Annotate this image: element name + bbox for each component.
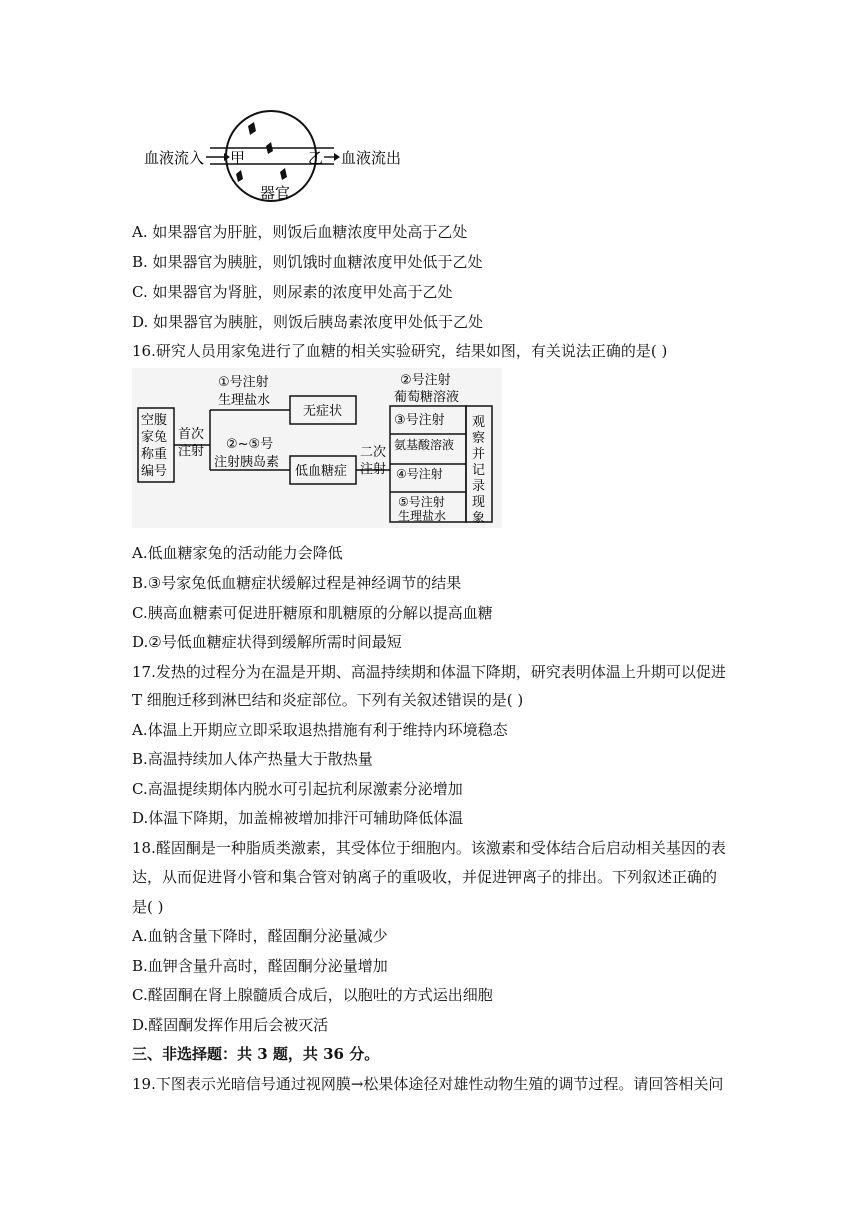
q18-stem-line-3: 是( ) — [132, 898, 164, 916]
r2-top: ②号注射 — [400, 373, 451, 388]
observe-4: 记 — [472, 463, 486, 478]
no-symptom-label: 无症状 — [303, 404, 343, 419]
q17-option-b: B.高温持续加人体产热量大于散热量 — [132, 750, 373, 768]
first-inject-1: 首次 — [178, 427, 205, 442]
observe-5: 录 — [472, 479, 486, 494]
q15-option-d: D. 如果器官为胰脏，则饭后胰岛素浓度甲处低于乙处 — [132, 313, 484, 331]
rabbit-experiment-flowchart — [132, 368, 502, 528]
observe-1: 观 — [472, 415, 486, 430]
q17-option-c: C.高温提续期体内脱水可引起抗利尿激素分泌增加 — [132, 780, 463, 798]
second-inject-2: 注射 — [360, 462, 387, 477]
q18-option-c: C.醛固酮在肾上腺髓质合成后，以胞吐的方式运出细胞 — [132, 986, 493, 1004]
cell-mark-4 — [236, 170, 243, 182]
q17-stem-line-2: T 细胞迁移到淋巴结和炎症部位。下列有关叙述错误的是( ) — [132, 691, 524, 709]
observe-6: 现 — [472, 495, 486, 510]
r4-heading: ④号注射 — [396, 467, 443, 481]
observe-2: 察 — [472, 431, 486, 446]
q16-option-a: A.低血糖家兔的活动能力会降低 — [132, 544, 343, 562]
point-b-label: 乙 — [308, 149, 324, 167]
q17-stem-line-1: 17.发热的过程分为在温是开期、高温持续期和体温下降期，研究表明体温上升期可以促进 — [132, 663, 726, 681]
cell-mark-2 — [266, 142, 273, 154]
cell-mark-1 — [248, 122, 256, 135]
q18-stem-line-1: 18.醛固酮是一种脂质类激素，其受体位于细胞内。该激素和受体结合后启动相关基因的表 — [132, 839, 726, 857]
q16-option-d: D.②号低血糖症状得到缓解所需时间最短 — [132, 633, 402, 651]
observe-7: 象 — [472, 511, 486, 526]
r2-bottom: 葡萄糖溶液 — [394, 390, 460, 405]
q16-option-c: C.胰高血糖素可促进肝糖原和肌糖原的分解以提高血糖 — [132, 604, 493, 622]
start-line-3: 称重 — [141, 447, 168, 462]
observe-3: 并 — [472, 447, 486, 462]
q15-option-c: C. 如果器官为肾脏，则尿素的浓度甲处高于乙处 — [132, 283, 453, 301]
hypo-label: 低血糖症 — [295, 464, 348, 479]
flowchart-svg — [132, 368, 502, 528]
q18-option-d: D.醛固酮发挥作用后会被灭活 — [132, 1016, 329, 1034]
q17-option-d: D.体温下降期，加盖棉被增加排汗可辅助降低体温 — [132, 809, 464, 827]
organ-label: 器官 — [260, 184, 291, 202]
outflow-label: 血液流出 — [341, 149, 402, 167]
second-inject-1: 二次 — [360, 445, 387, 460]
start-line-4: 编号 — [141, 464, 168, 479]
q16-option-b: B.③号家兔低血糖症状缓解过程是神经调节的结果 — [132, 574, 462, 592]
r5-top: ⑤号注射 — [398, 495, 445, 509]
q18-stem-line-2: 达，从而促进肾小管和集合管对钠离子的重吸收，并促进钾离子的排出。下列叙述正确的 — [132, 868, 718, 886]
q19-stem-line-1: 19.下图表示光暗信号通过视网膜→松果体途径对雄性动物生殖的调节过程。请回答相关问 — [132, 1075, 724, 1093]
section-3-heading: 三、非选择题：共 3 题，共 36 分。 — [132, 1045, 380, 1063]
outflow-arrowhead — [334, 153, 340, 161]
inflow-label: 血液流入 — [144, 149, 205, 167]
q18-option-a: A.血钠含量下降时，醛固酮分泌量减少 — [132, 927, 388, 945]
q16-stem: 16.研究人员用家兔进行了血糖的相关实验研究，结果如图，有关说法正确的是( ) — [132, 342, 668, 360]
group1-bottom: 生理盐水 — [218, 393, 271, 408]
cell-mark-3 — [280, 168, 287, 180]
start-line-1: 空腹 — [141, 413, 168, 428]
r3-top: ③号注射 — [394, 413, 445, 428]
first-inject-2: 注射 — [178, 444, 205, 459]
q15-option-b: B. 如果器官为胰脏，则饥饿时血糖浓度甲处低于乙处 — [132, 253, 483, 271]
point-a-label: 甲 — [230, 149, 246, 167]
q17-option-a: A.体温上开期应立即采取退热措施有利于维持内环境稳态 — [132, 721, 508, 739]
group2-bottom: 注射胰岛素 — [214, 455, 280, 470]
r5-bottom: 生理盐水 — [398, 509, 447, 523]
group2-top: ②~⑤号 — [226, 437, 274, 452]
start-line-2: 家兔 — [141, 430, 168, 445]
organ-blood-flow-diagram — [138, 108, 408, 208]
group1-top: ①号注射 — [218, 375, 269, 390]
q15-option-a: A. 如果器官为肝脏，则饭后血糖浓度甲处高于乙处 — [132, 223, 468, 241]
q18-option-b: B.血钾含量升高时，醛固酮分泌量增加 — [132, 957, 388, 975]
r3-bottom-visible: 氨基酸溶液 — [394, 438, 455, 452]
